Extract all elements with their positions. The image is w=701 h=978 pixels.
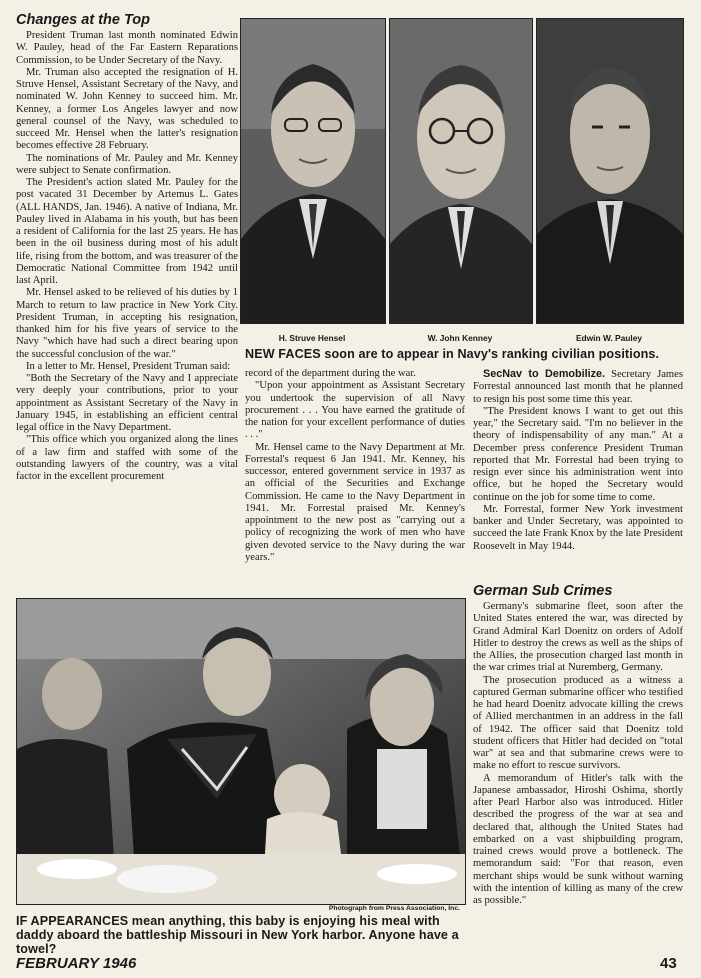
article-heading-sub-crimes: German Sub Crimes (473, 583, 613, 599)
caption-lead: NEW FACES (245, 347, 321, 361)
article-heading-changes: Changes at the Top (16, 12, 150, 28)
paragraph-text: Secretary James Forrestal announced last month that he planned to resign his post some time this year. (473, 369, 684, 405)
paragraph: "Upon your appointment as Assistant Secretary you undertook the supervision of all Navy procurement . . . You have earned the gratitude of the nation for your excellent performance of duties . . ." (245, 380, 465, 441)
paragraph: The nominations of Mr. Pauley and Mr. Kenney were subject to Senate confirmation. (16, 152, 238, 176)
baby-photo-caption (16, 914, 466, 956)
paragraph: Mr. Forrestal, former New York investment banker and Under Secretary, was appointed to succeed the late Frank Knox by the late President Roosevelt in May 1944. (473, 503, 683, 552)
sailor-baby-photo (16, 598, 466, 905)
paragraph: The President's action slated Mr. Pauley for the post vacated 31 December by Artemus L. Gates (ALL HANDS, Jan. 1946). A native of Indiana, Mr. Pauley lived in Alabama in his youth, but has been a resident of California for the last 25 years. He has been in the oil business during most of his adult life, rising from the bottom, and was treasurer of the Democratic National Committee from 1942 until last April. (16, 177, 238, 286)
caption-text: soon are to appear in Navy's ranking civilian positions. (320, 347, 660, 361)
paragraph: "This office which you organized along the lines of a law firm and staffed with some of the outstanding lawyers of the country, was a vital factor in the excellent procurement (16, 434, 238, 482)
article-sub-crimes (473, 601, 683, 907)
portrait-photo-hensel (240, 18, 386, 324)
runin-heading: SecNav to Demobilize. (483, 368, 606, 380)
caption-lead: IF APPEARANCES (16, 914, 129, 928)
paragraph: record of the department during the war. (245, 368, 416, 379)
page-number: 43 (660, 955, 677, 972)
portrait-photo-kenney (389, 18, 533, 324)
footer-date: FEBRUARY 1946 (16, 955, 137, 972)
paragraph: "The President knows I want to get out this year," the Secretary said. "I'm no believer in the theory of indispensability of any man." At a December press conference President Truman reported that Mr. Forrestal had been trying to resign ever since his administration went into office, but he hoped the Secretary would continue on the job for some time to come. (473, 405, 683, 503)
paragraph: Mr. Hensel asked to be relieved of his duties by 1 March to return to law practice in New York City. President Truman, in accepting his resignation, thanked him for his five years of service to the Navy "which have had such a direct bearing upon the successful conclusion of the war." (16, 287, 238, 360)
article-column-1 (16, 30, 238, 483)
article-column-2 (245, 368, 465, 564)
photo-credit: Photograph from Press Association, Inc. (328, 905, 460, 912)
paragraph: President Truman last month nominated Edwin W. Pauley, head of the Far Eastern Reparations Commission, to be Under Secretary of the Navy. (16, 30, 238, 66)
paragraph: A memorandum of Hitler's talk with the Japanese ambassador, Hiroshi Oshima, shortly after Pearl Harbor also was introduced. Hitler described the progress of the war at sea and declared that, although the United States had embarked on a vast shipbuilding program, trained crews would prove a bottleneck. The memorandum said: "For that reason, even merchant ships would be sunk without warning with the intention of killing as many of the crew as possible." (473, 772, 683, 906)
paragraph: Mr. Hensel came to the Navy Department at Mr. Forrestal's request 6 Jan 1941. Mr. Kenney, his successor, entered government service in 1937 as an official of the Securities and Exchange Commission. He came to the Navy Department in 1941. Mr. Forrestal praised Mr. Kenney's appointment to the new post as "carrying out a policy of recognizing the work of men who have given devoted service to the Navy during the war years." (245, 441, 465, 563)
caption-text: mean anything, this baby is enjoying his meal with daddy aboard the battleship Missouri in New York harbor. Anyone have a towel? (16, 914, 459, 956)
portrait-caption (245, 347, 690, 361)
paragraph: Germany's submarine fleet, soon after the United States entered the war, was directed by Grand Admiral Karl Doenitz on orders of Adolf Hitler to destroy the crews as well as the ships of the Allies, the prosecution charged last month in the war crimes trial at Nuremberg, Germany. (473, 601, 683, 674)
paragraph: Mr. Truman also accepted the resignation of H. Struve Hensel, Assistant Secretary of the Navy, and nominated W. John Kenney to succeed him. Mr. Kenney, a former Los Angeles lawyer and now general counsel of the Navy, was scheduled to succeed Mr. Hensel when the latter's resignation becomes effective 28 February. (16, 66, 238, 152)
article-secnav (473, 368, 683, 553)
paragraph: "Both the Secretary of the Navy and I appreciate very deeply your contributions, prior to your appointment as Assistant Secretary of the Navy in January 1945, in establishing an efficient central legal office in the Navy Department. (16, 373, 238, 433)
paragraph: In a letter to Mr. Hensel, President Truman said: (26, 360, 231, 372)
paragraph (473, 368, 683, 406)
portrait-name: Edwin W. Pauley (575, 333, 643, 343)
portrait-name: W. John Kenney (427, 333, 493, 343)
paragraph: The prosecution produced as a witness a captured German submarine officer who testified he had heard Doenitz advocate killing the crews of Allied merchantmen in an address in the fall of 1942. The officer said that Doenitz told student officers that Hitler had decided on "total war" at sea and that submarine crews were to make no effort to rescue survivors. (473, 674, 683, 772)
portrait-name: H. Struve Hensel (278, 333, 346, 343)
portrait-photo-pauley (536, 18, 684, 324)
